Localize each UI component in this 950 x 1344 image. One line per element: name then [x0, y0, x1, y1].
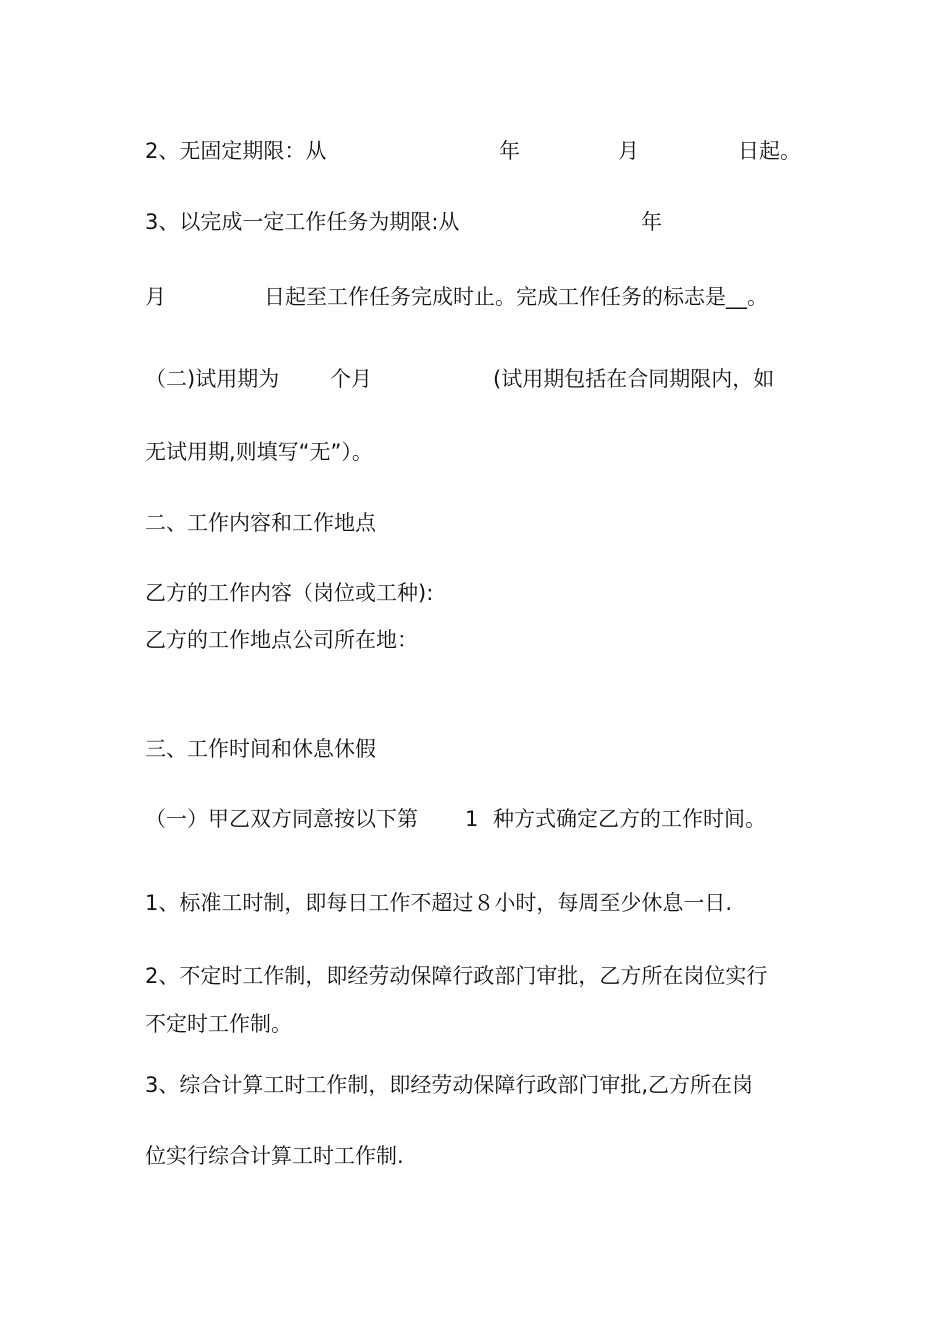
term-open-day: 日起。 — [738, 139, 801, 163]
term-task-rest: 日起至工作任务完成时止。完成工作任务的标志是__。 — [264, 285, 768, 309]
probation-note-cont: 无试用期,则填写“无”）。 — [145, 440, 373, 464]
section3-item1: 1、标准工时制，即每日工作不超过８小时，每周至少休息一日. — [145, 891, 733, 915]
term-open-label: 2、无固定期限：从 — [145, 139, 327, 163]
probation-note: (试用期包括在合同期限内，如 — [493, 367, 775, 391]
section3-choice-before: （一）甲乙双方同意按以下第 — [145, 807, 418, 831]
section3-item2-cont: 不定时工作制。 — [145, 1012, 292, 1036]
term-open-year: 年 — [499, 139, 520, 163]
section3-item2: 2、不定时工作制，即经劳动保障行政部门审批，乙方所在岗位实行 — [145, 964, 768, 988]
section3-title: 三、工作时间和休息休假 — [145, 737, 376, 761]
section2-content: 乙方的工作内容（岗位或工种): — [145, 581, 434, 605]
term-task-month: 月 — [145, 285, 166, 309]
term-open-month: 月 — [618, 139, 639, 163]
section3-choice-num: 1 — [465, 807, 479, 831]
section2-location: 乙方的工作地点公司所在地： — [145, 628, 418, 652]
term-task-year: 年 — [641, 210, 662, 234]
probation-label: （二)试用期为 — [145, 367, 280, 391]
section3-item3: 3、综合计算工时工作制，即经劳动保障行政部门审批,乙方所在岗 — [145, 1073, 754, 1097]
term-task-label: 3、以完成一定工作任务为期限:从 — [145, 210, 460, 234]
section3-choice-after: 种方式确定乙方的工作时间。 — [493, 807, 766, 831]
section2-title: 二、工作内容和工作地点 — [145, 511, 376, 535]
probation-unit: 个月 — [330, 367, 372, 391]
section3-item3-cont: 位实行综合计算工时工作制. — [145, 1144, 404, 1168]
term-open-line — [145, 137, 326, 165]
